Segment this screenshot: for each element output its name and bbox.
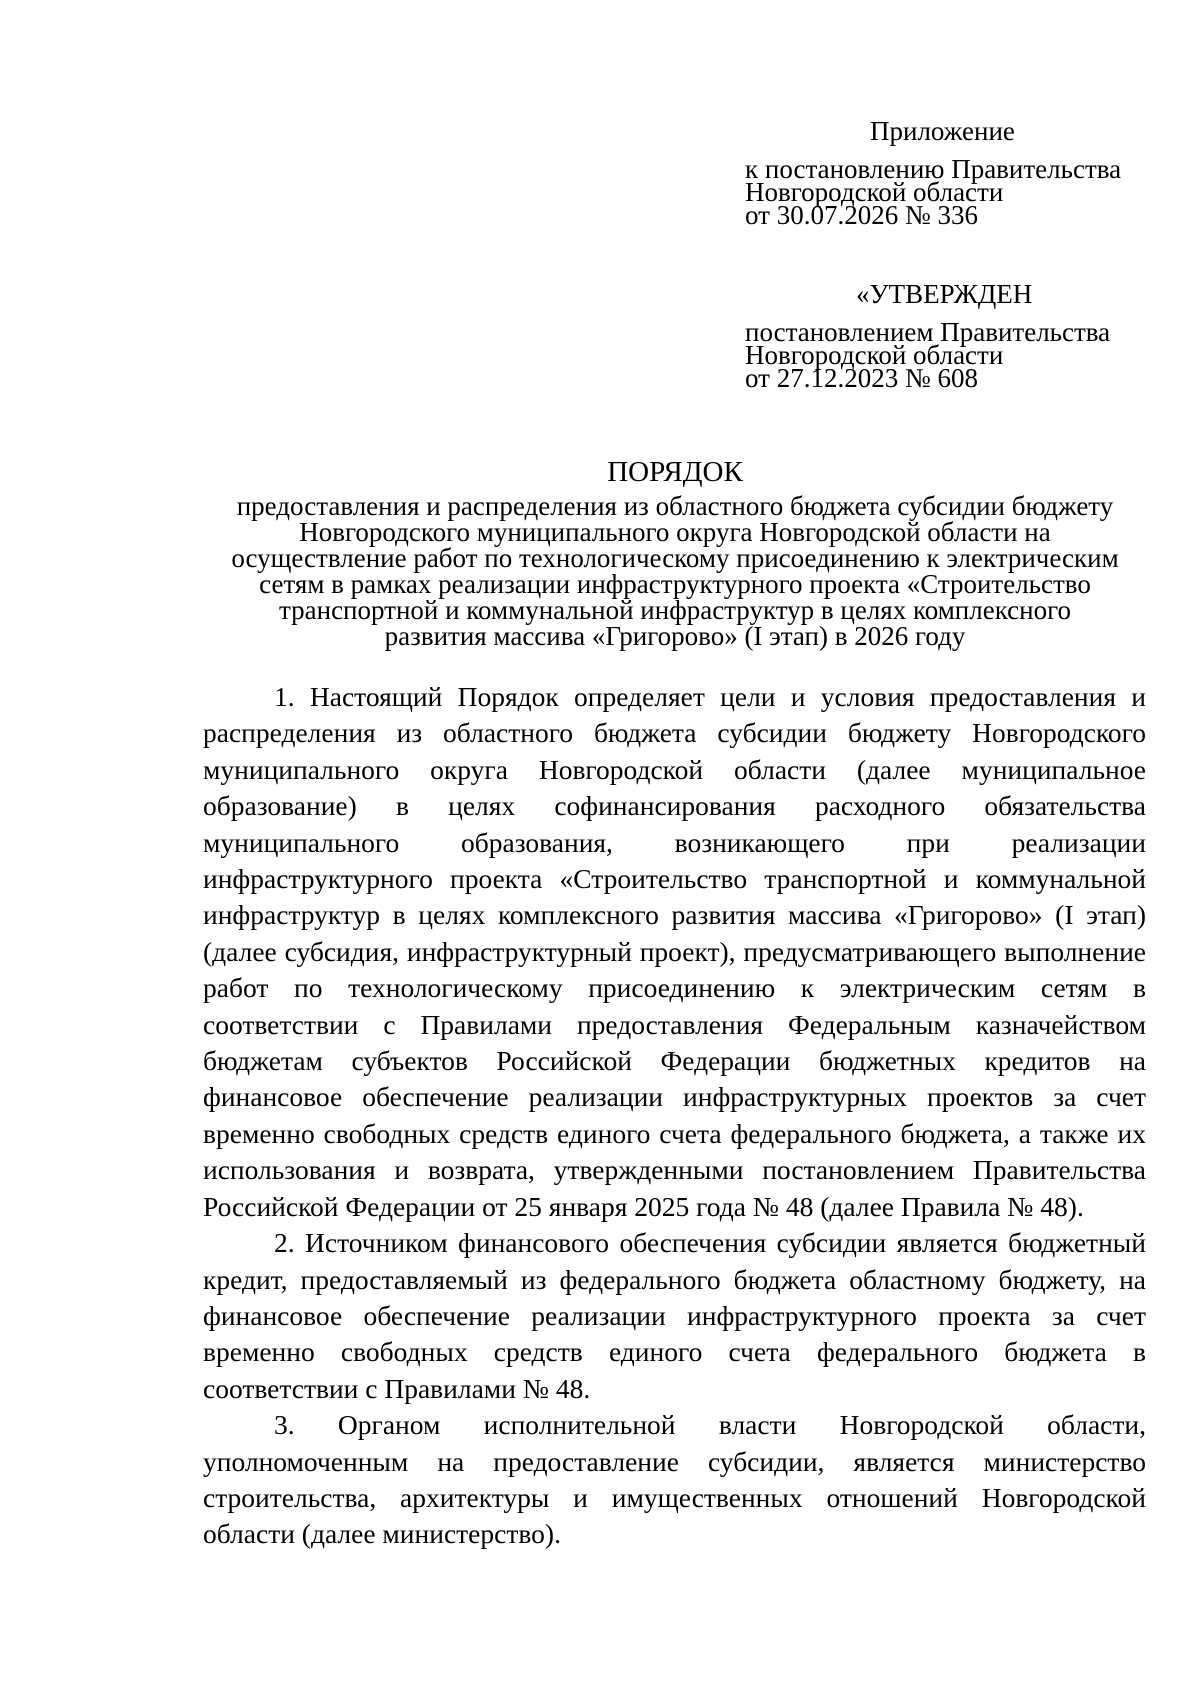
paragraph: 1. Настоящий Порядок определяет цели и условия предоставления и распределения из областного бюджета субсидии бюджету Новгородского муниципального округа Новгородской области (далее муниципальное образование) в целях софинансирования расходного обязательства муниципального образования, возникающего при реализации инфраструктурного проекта «Строительство транспортной и коммунальной инфраструктур в целях комплексного развития массива «Григорово» (I этап) (далее субсидия, инфраструктурный проект), предусматривающего выполнение работ по технологическому присоединению к электрическим сетям в соответствии с Правилами предоставления Федеральным казначейством бюджетам субъектов Российской Федерации бюджетных кредитов на финансовое обеспечение реализации инфраструктурных проектов за счет временно свободных средств единого счета федерального бюджета, а также их использования и возврата, утвержденными постановлением Правительства Российской Федерации от 25 января 2025 года № 48 (далее Правила № 48). — [203, 681, 1146, 1222]
approval-block — [745, 279, 1111, 393]
attachment-line: к постановлению Правительства — [745, 154, 1122, 184]
paragraph: 2. Источником финансового обеспечения субсидии является бюджетный кредит, предоставляемый из федерального бюджета областному бюджету, на финансовое обеспечение реализации инфраструктурного проекта за счет временно свободных средств единого счета федерального бюджета в соответствии с Правилами № 48. — [203, 1227, 1146, 1404]
document-body — [203, 679, 1146, 1553]
approval-line: постановлением Правительства — [745, 317, 1111, 347]
attachment-block — [745, 116, 1122, 230]
document-subtitle: предоставления и распределения из областного бюджета субсидии бюджету Новгородского муниципального округа Новгородской области на осуществление работ по технологическому присоединению к электрическим сетям в рамках реализации инфраструктурного проекта «Строительство транспортной и коммунальной инфраструктур в целях комплексного развития массива «Григорово» (I этап) в 2026 году — [231, 491, 1119, 651]
approval-heading: «УТВЕРЖДЕН — [856, 279, 1033, 309]
attachment-heading: Приложение — [870, 116, 1015, 146]
attachment-line: от 30.07.2026 № 336 — [745, 200, 978, 230]
approval-line: Новгородской области — [745, 340, 1004, 370]
paragraph: 3. Органом исполнительной власти Новгородской области, уполномоченным на предоставление субсидии, является министерство строительства, архитектуры и имущественных отношений Новгородской области (далее министерство). — [203, 1409, 1146, 1550]
approval-line: от 27.12.2023 № 608 — [745, 363, 978, 393]
document-title: ПОРЯДОК — [607, 456, 743, 488]
attachment-line: Новгородской области — [745, 177, 1004, 207]
